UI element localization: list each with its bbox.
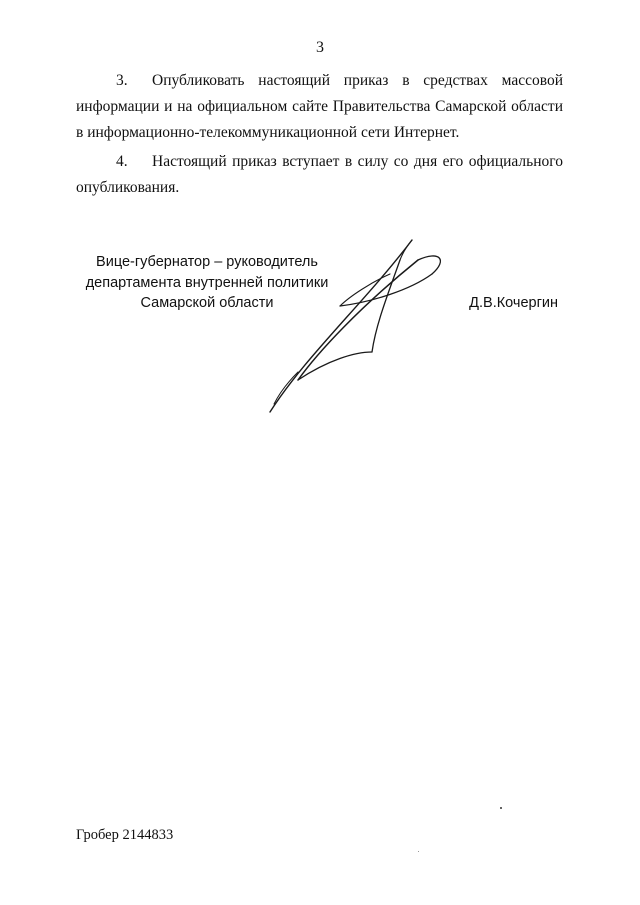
page-number: 3 xyxy=(316,39,324,56)
scan-speck xyxy=(500,807,502,809)
handwritten-signature-icon xyxy=(260,232,460,422)
list-item xyxy=(76,68,563,146)
footer-code: Гробер 2144833 xyxy=(76,827,174,843)
signer-position-line: департамента внутренней политики xyxy=(85,274,329,291)
signer-position-line: Вице-губернатор – руководитель xyxy=(96,254,318,270)
signer-name: Д.В.Кочергин xyxy=(469,295,558,311)
item-number: 4. xyxy=(116,153,128,170)
scan-speck xyxy=(418,851,419,852)
item-text: Настоящий приказ вступает в силу со дня его официального опубликования. xyxy=(76,153,563,196)
signer-position-line: Самарской области xyxy=(140,295,274,311)
item-number: 3. xyxy=(116,72,128,89)
item-text: Опубликовать настоящий приказ в средствах массовой информации и на официальном сайте Правительства Самарской области в информационно-телекоммуникационной сети Интернет. xyxy=(76,72,563,141)
list-item xyxy=(76,149,563,201)
